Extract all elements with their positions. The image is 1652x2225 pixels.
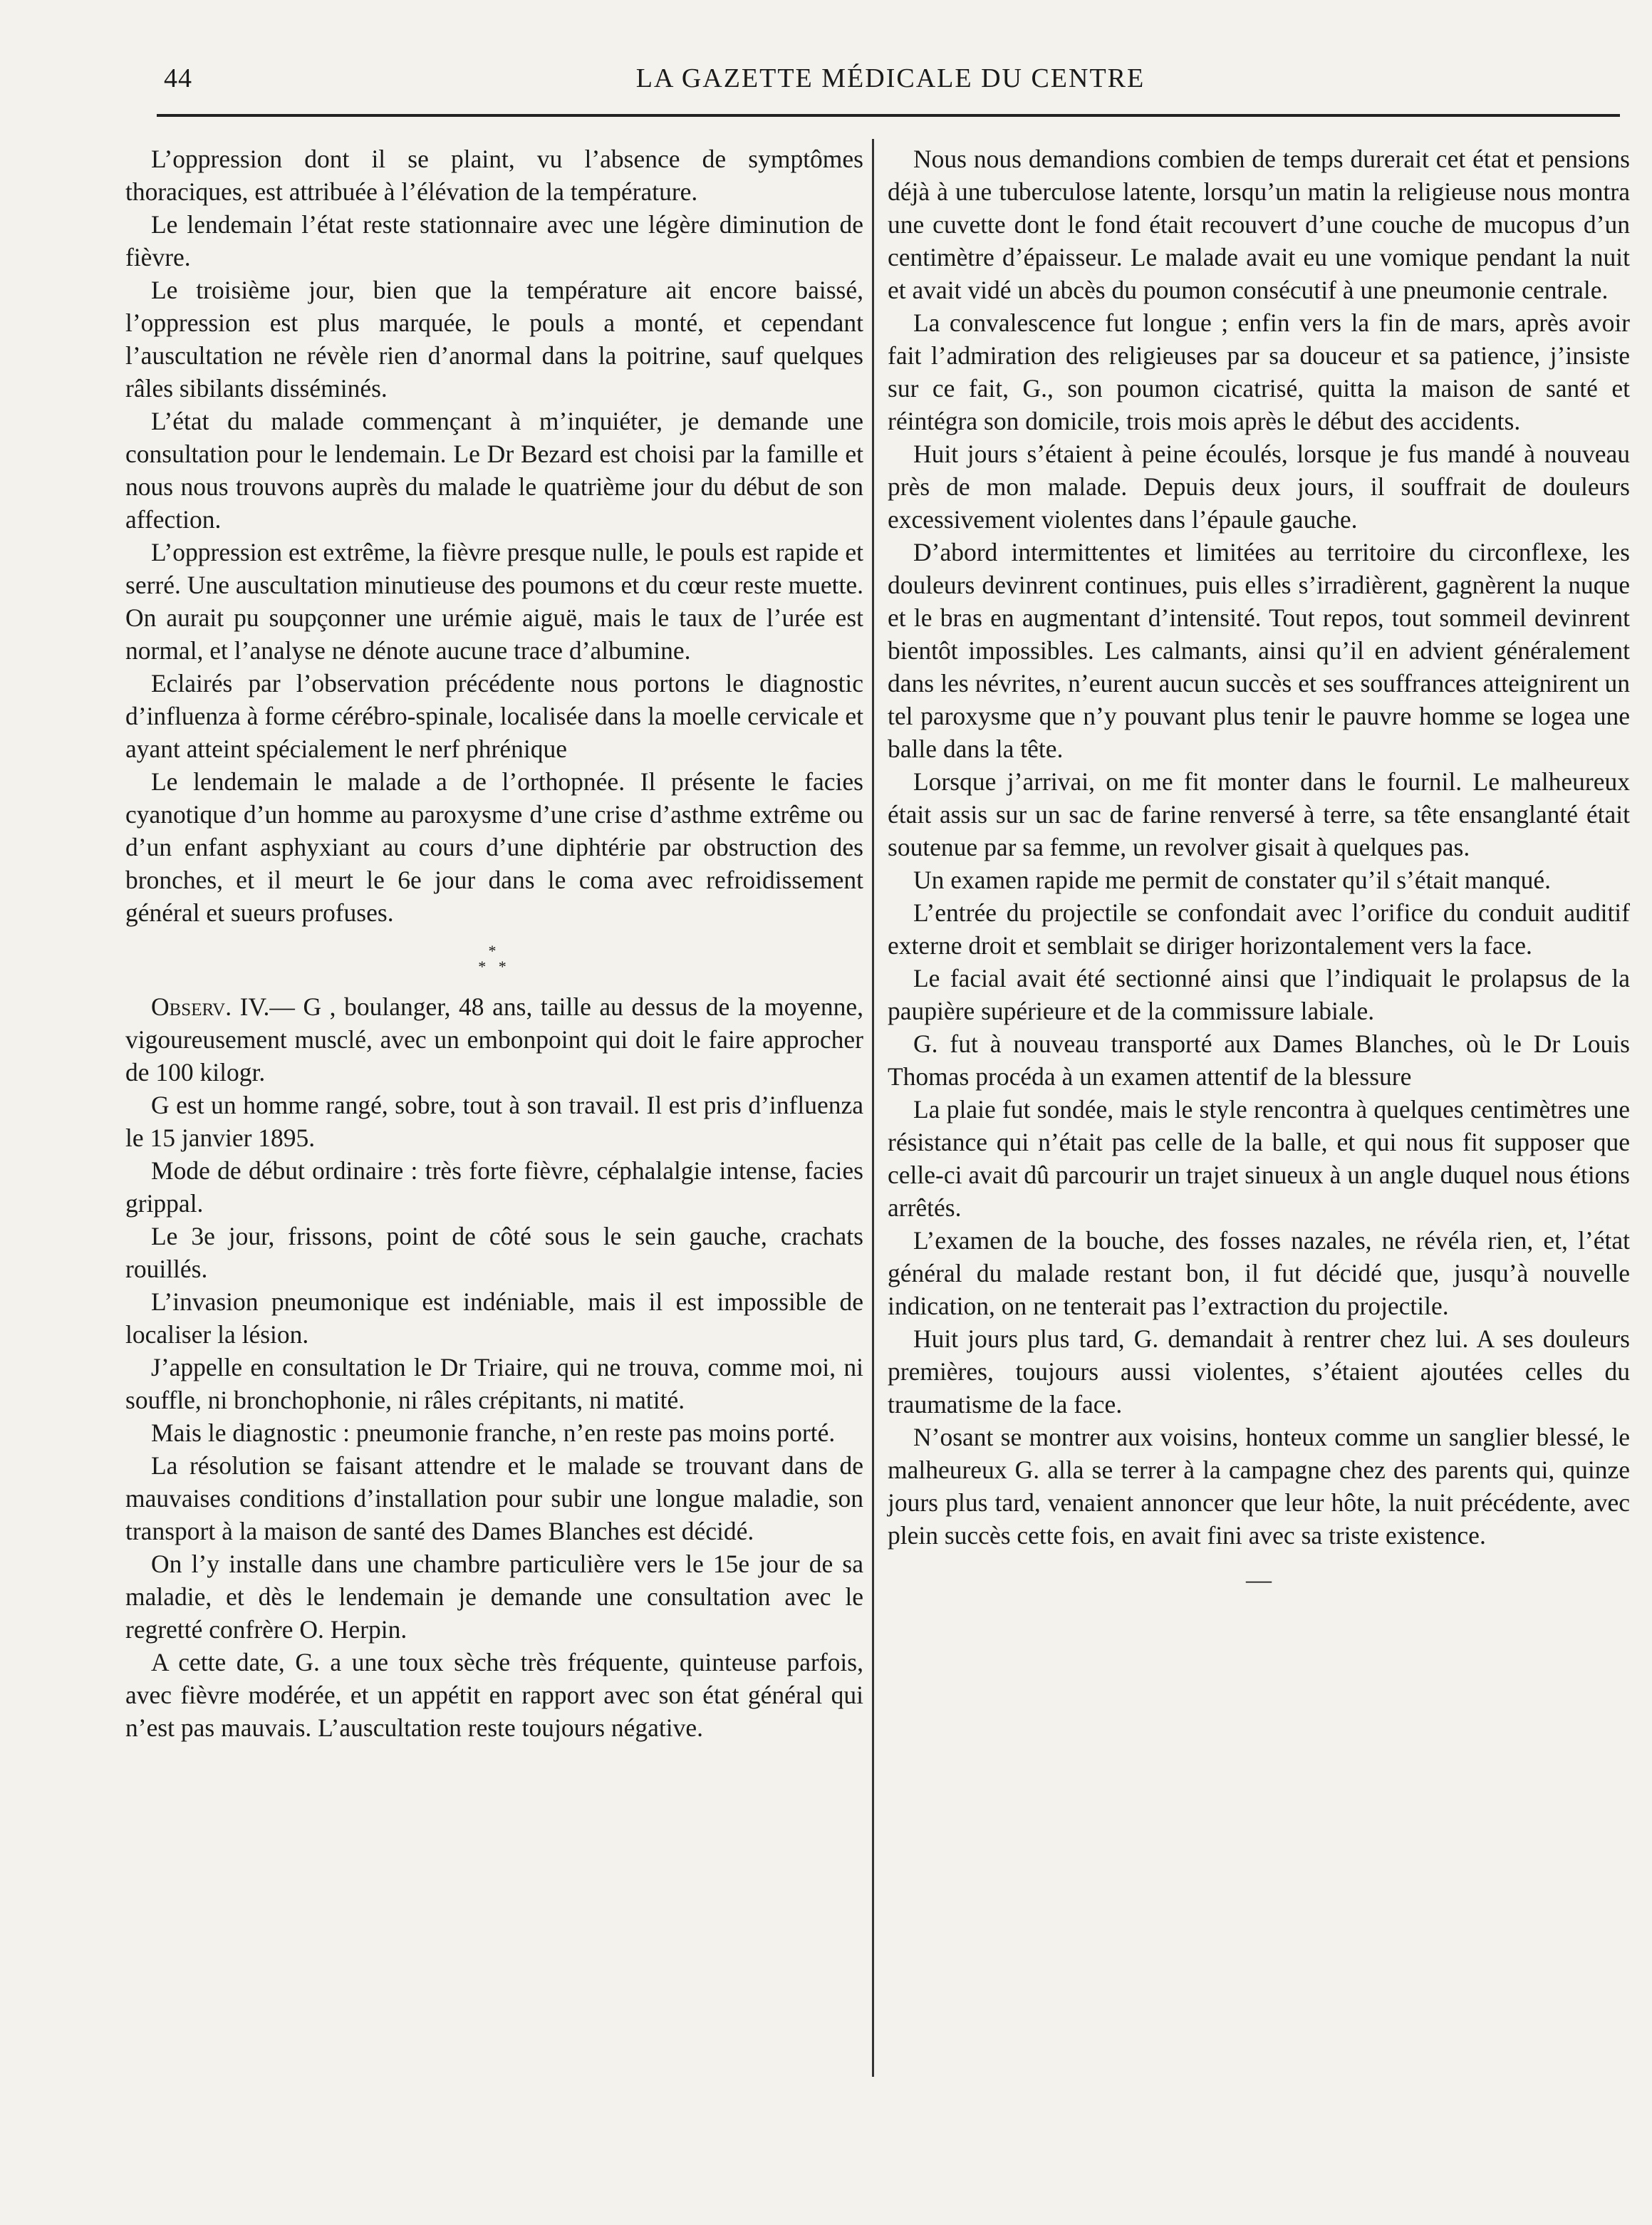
paragraph: L’oppression dont il se plaint, vu l’absence de symptômes thoraciques, est attribuée à l’élévation de la température. — [125, 145, 863, 206]
paragraph: On l’y installe dans une chambre particulière vers le 15e jour de sa maladie, et dès le lendemain je demande une consultation avec le regretté confrère O. Herpin. — [125, 1550, 863, 1644]
left-column — [125, 142, 863, 1744]
header-rule — [157, 114, 1620, 117]
paragraph: Le lendemain le malade a de l’orthopnée. Il présente le facies cyanotique d’un homme au paroxysme d’une crise d’asthme extrême ou d’un enfant asphyxiant au cours d’une diphtérie par obstruction des bronches, et il meurt le 6e jour dans le coma avec refroidissement général et sueurs profuses. — [125, 767, 863, 927]
paragraph: L’examen de la bouche, des fosses nazales, ne révéla rien, et, l’état général du malade restant bon, il fut décidé que, jusqu’à nouvelle indication, on ne tenterait pas l’extraction du projectile. — [888, 1226, 1630, 1320]
paragraph: La convalescence fut longue ; enfin vers la fin de mars, après avoir fait l’admiration des religieuses par sa douceur et sa patience, j’insiste sur ce fait, G., son poumon cicatrisé, quitta la maison de santé et réintégra son domicile, trois mois après le début des accidents. — [888, 308, 1630, 435]
observation-label: Observ. IV. — [151, 992, 270, 1021]
paragraph: La plaie fut sondée, mais le style rencontra à quelques centimètres une résistance qui n’était pas celle de la balle, et qui nous fit supposer que celle-ci avait dû parcourir un trajet sinueux à un angle duquel nous étions arrêtés. — [888, 1095, 1630, 1222]
page-header — [164, 63, 1617, 105]
right-column — [888, 142, 1630, 1596]
paragraph: Le facial avait été sectionné ainsi que l’indiquait le prolapsus de la paupière supérieure et de la commissure labiale. — [888, 964, 1630, 1025]
paragraph: Mais le diagnostic : pneumonie franche, n’en reste pas moins porté. — [151, 1418, 836, 1447]
paragraph: Le troisième jour, bien que la température ait encore baissé, l’oppression est plus marquée, le pouls a monté, et cependant l’auscultation ne révèle rien d’anormal dans la poitrine, sauf quelques râles sibilants disséminés. — [125, 276, 863, 403]
paragraph: Le 3e jour, frissons, point de côté sous le sein gauche, crachats rouillés. — [125, 1222, 863, 1283]
section-separator — [125, 943, 863, 975]
end-mark: — — [1246, 1565, 1272, 1594]
paragraph: L’entrée du projectile se confondait avec l’orifice du conduit auditif externe droit et semblait se diriger horizontalement vers la face. — [888, 898, 1630, 960]
paragraph: Lorsque j’arrivai, on me fit monter dans le fournil. Le malheureux était assis sur un sac de farine renversé à terre, sa tête ensanglanté était soutenue par sa femme, un revolver gisait à quelques pas. — [888, 767, 1630, 861]
paragraph: Eclairés par l’observation précédente nous portons le diagnostic d’influenza à forme cérébro-spinale, localisée dans la moelle cervicale et ayant atteint spécialement le nerf phrénique — [125, 669, 863, 763]
paragraph: G est un homme rangé, sobre, tout à son travail. Il est pris d’influenza le 15 janvier 1895. — [125, 1091, 863, 1152]
paragraph: Huit jours s’étaient à peine écoulés, lorsque je fus mandé à nouveau près de mon malade. Depuis deux jours, il souffrait de douleurs excessivement violentes dans l’épaule gauche. — [888, 440, 1630, 534]
paragraph: Nous nous demandions combien de temps durerait cet état et pensions déjà à une tuberculose latente, lorsqu’un matin la religieuse nous montra une cuvette dont le fond était recouvert d’une couche de mucopus d’un centimètre d’épaisseur. Le malade avait eu une vomique pendant la nuit et avait vidé un abcès du poumon consécutif à une pneumonie centrale. — [888, 145, 1630, 304]
paragraph: A cette date, G. a une toux sèche très fréquente, quinteuse parfois, avec fièvre modérée, et un appétit en rapport avec son état général qui n’est pas mauvais. L’auscultation reste toujours négative. — [125, 1648, 863, 1742]
paragraph: L’oppression est extrême, la fièvre presque nulle, le pouls est rapide et serré. Une auscultation minutieuse des poumons et du cœur reste muette. On aurait pu soupçonner une urémie aiguë, mais le taux de l’urée est normal, et l’analyse ne dénote aucune trace d’albumine. — [125, 538, 863, 665]
paragraph: La résolution se faisant attendre et le malade se trouvant dans de mauvaises conditions d’installation pour subir une longue maladie, son transport à la maison de santé des Dames Blanches est décidé. — [125, 1451, 863, 1545]
paragraph: J’appelle en consultation le Dr Triaire, qui ne trouva, comme moi, ni souffle, ni bronchophonie, ni râles crépitants, ni matité. — [125, 1353, 863, 1414]
separator-bottom-asterisks: * * — [478, 958, 511, 975]
running-title: LA GAZETTE MÉDICALE DU CENTRE — [635, 63, 1146, 93]
column-divider — [872, 139, 874, 2077]
paragraph: Huit jours plus tard, G. demandait à rentrer chez lui. A ses douleurs premières, toujours aussi violentes, s’étaient ajoutées celles du traumatisme de la face. — [888, 1324, 1630, 1418]
observation-paragraph — [125, 990, 863, 1089]
paragraph: L’invasion pneumonique est indéniable, mais il est impossible de localiser la lésion. — [125, 1287, 863, 1349]
separator-top-asterisk: * — [488, 942, 501, 960]
paragraph: D’abord intermittentes et limitées au territoire du circonflexe, les douleurs devinrent continues, puis elles s’irradièrent, gagnèrent la nuque et le bras en augmentant d’intensité. Tout repos, tout sommeil devinrent bientôt impossibles. Les calmants, ainsi qu’il en advient généralement dans les névrites, n’eurent aucun succès et ses souffrances atteignirent un tel paroxysme que n’y pouvant plus tenir le pauvre homme se logea une balle dans la tête. — [888, 538, 1630, 763]
paragraph: Un examen rapide me permit de constater qu’il s’était manqué. — [913, 866, 1552, 894]
paragraph: N’osant se montrer aux voisins, honteux comme un sanglier blessé, le malheureux G. alla se terrer à la campagne chez des parents qui, quinze jours plus tard, venaient annoncer que leur hôte, la nuit précédente, avec plein succès cette fois, en avait fini avec sa triste existence. — [888, 1423, 1630, 1550]
paragraph: Le lendemain l’état reste stationnaire avec une légère diminution de fièvre. — [125, 210, 863, 271]
paragraph: Mode de début ordinaire : très forte fièvre, céphalalgie intense, facies grippal. — [125, 1156, 863, 1218]
observation-text: — G , boulanger, 48 ans, taille au dessus de la moyenne, vigoureusement musclé, avec un embonpoint qui doit le faire approcher de 100 kilogr. — [125, 992, 863, 1086]
page-number: 44 — [164, 63, 192, 93]
paragraph: G. fut à nouveau transporté aux Dames Blanches, où le Dr Louis Thomas procéda à un examen attentif de la blessure — [888, 1029, 1630, 1091]
paragraph: L’état du malade commençant à m’inquiéter, je demande une consultation pour le lendemain. Le Dr Bezard est choisi par la famille et nous nous trouvons auprès du malade le quatrième jour du début de son affection. — [125, 407, 863, 534]
